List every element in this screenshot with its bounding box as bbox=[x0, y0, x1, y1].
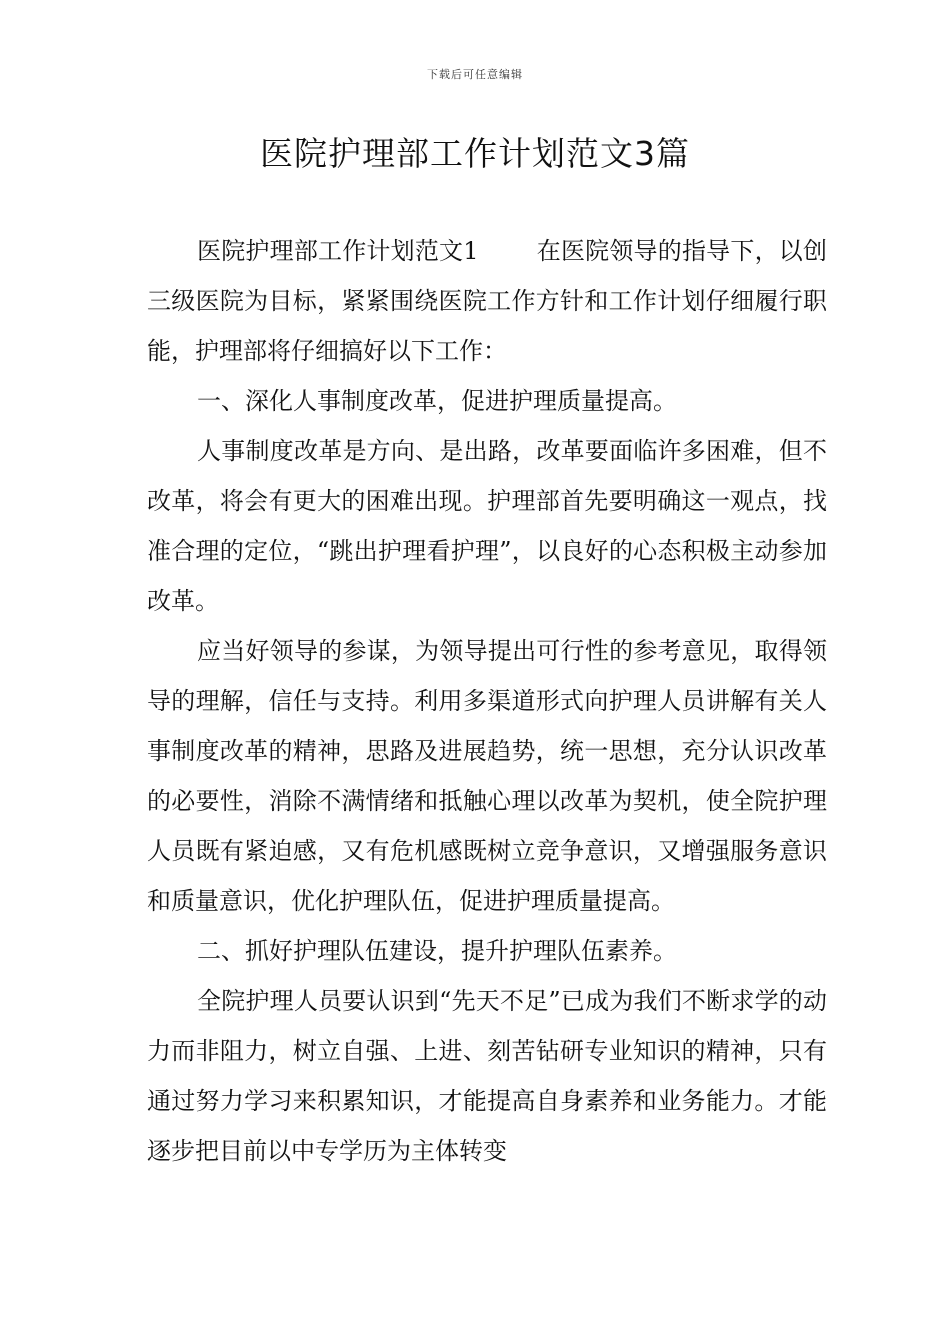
paragraph: 全院护理人员要认识到“先天不足”已成为我们不断求学的动力而非阻力，树立自强、上进、刻苦钻研专业知识的精神，只有通过努力学习来积累知识，才能提高自身素养和业务能力。才能逐步把目前以中专学历为主体转变 bbox=[147, 987, 827, 1165]
intro-paragraph bbox=[147, 226, 827, 376]
header-note: 下载后可任意编辑 bbox=[427, 68, 523, 81]
section-heading-1: 一、深化人事制度改革，促进护理质量提高。 bbox=[197, 387, 677, 415]
document-body bbox=[147, 226, 827, 1176]
document-title: 医院护理部工作计划范文3篇 bbox=[260, 134, 690, 173]
section-heading-2: 二、抓好护理队伍建设，提升护理队伍素养。 bbox=[197, 937, 677, 965]
intro-text: 在医院领导的指导下，以创三级医院为目标，紧紧围绕医院工作方针和工作计划仔细履行职能，护理部将仔细搞好以下工作： bbox=[147, 237, 827, 365]
intro-label: 医院护理部工作计划范文1 bbox=[197, 237, 479, 265]
paragraph: 人事制度改革是方向、是出路，改革要面临许多困难，但不改革，将会有更大的困难出现。护理部首先要明确这一观点，找准合理的定位，“跳出护理看护理”，以良好的心态积极主动参加改革。 bbox=[147, 437, 827, 615]
paragraph: 应当好领导的参谋，为领导提出可行性的参考意见，取得领导的理解，信任与支持。利用多渠道形式向护理人员讲解有关人事制度改革的精神，思路及进展趋势，统一思想，充分认识改革的必要性，消除不满情绪和抵触心理以改革为契机，使全院护理人员既有紧迫感，又有危机感既树立竞争意识，又增强服务意识和质量意识，优化护理队伍，促进护理质量提高。 bbox=[147, 637, 827, 915]
